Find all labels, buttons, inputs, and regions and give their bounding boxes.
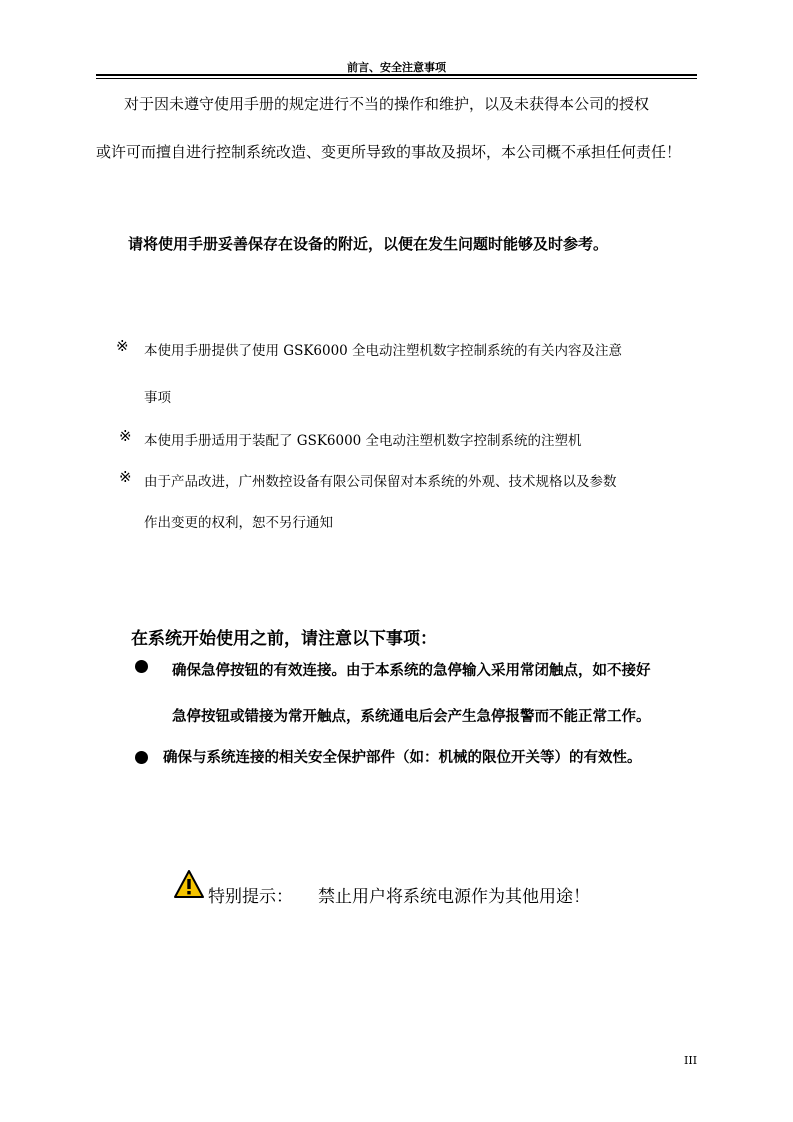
keep-manual-notice: 请将使用手册妥善保存在设备的附近，以便在发生问题时能够及时参考。 (128, 235, 609, 253)
precaution-1-line-2: 急停按钮或错接为常开触点，系统通电后会产生急停报警而不能正常工作。 (172, 709, 651, 725)
warning-triangle-icon (174, 870, 204, 898)
special-tip-label: 特别提示： (208, 887, 293, 907)
precautions-heading: 在系统开始使用之前，请注意以下事项： (131, 629, 437, 649)
note-mark-2: ※ (119, 427, 132, 445)
note-1-line-1: 本使用手册提供了使用 GSK6000 全电动注塑机数字控制系统的有关内容及注意 (144, 343, 623, 359)
note-2: 本使用手册适用于装配了 GSK6000 全电动注塑机数字控制系统的注塑机 (144, 433, 582, 449)
note-mark-1: ※ (116, 337, 129, 355)
bullet-icon (135, 751, 148, 764)
precaution-1-line-1: 确保急停按钮的有效连接。由于本系统的急停输入采用常闭触点，如不接好 (172, 663, 651, 679)
header-rule-thick (96, 74, 697, 76)
page-header-title: 前言、安全注意事项 (347, 61, 446, 74)
intro-line-2: 或许可而擅自进行控制系统改造、变更所导致的事故及损坏，本公司概不承担任何责任！ (96, 143, 682, 161)
bullet-icon (135, 660, 148, 673)
note-3-line-2: 作出变更的权利，恕不另行通知 (144, 515, 333, 531)
special-tip-text: 禁止用户将系统电源作为其他用途！ (318, 887, 590, 907)
intro-line-1: 对于因未遵守使用手册的规定进行不当的操作和维护，以及未获得本公司的授权 (124, 95, 650, 113)
precaution-2: 确保与系统连接的相关安全保护部件（如：机械的限位开关等）的有效性。 (163, 750, 642, 766)
note-1-line-2: 事项 (144, 390, 171, 406)
note-mark-3: ※ (119, 468, 132, 486)
page-number: III (684, 1054, 698, 1067)
header-rule-thin (96, 78, 697, 79)
note-3-line-1: 由于产品改进，广州数控设备有限公司保留对本系统的外观、技术规格以及参数 (144, 474, 617, 490)
